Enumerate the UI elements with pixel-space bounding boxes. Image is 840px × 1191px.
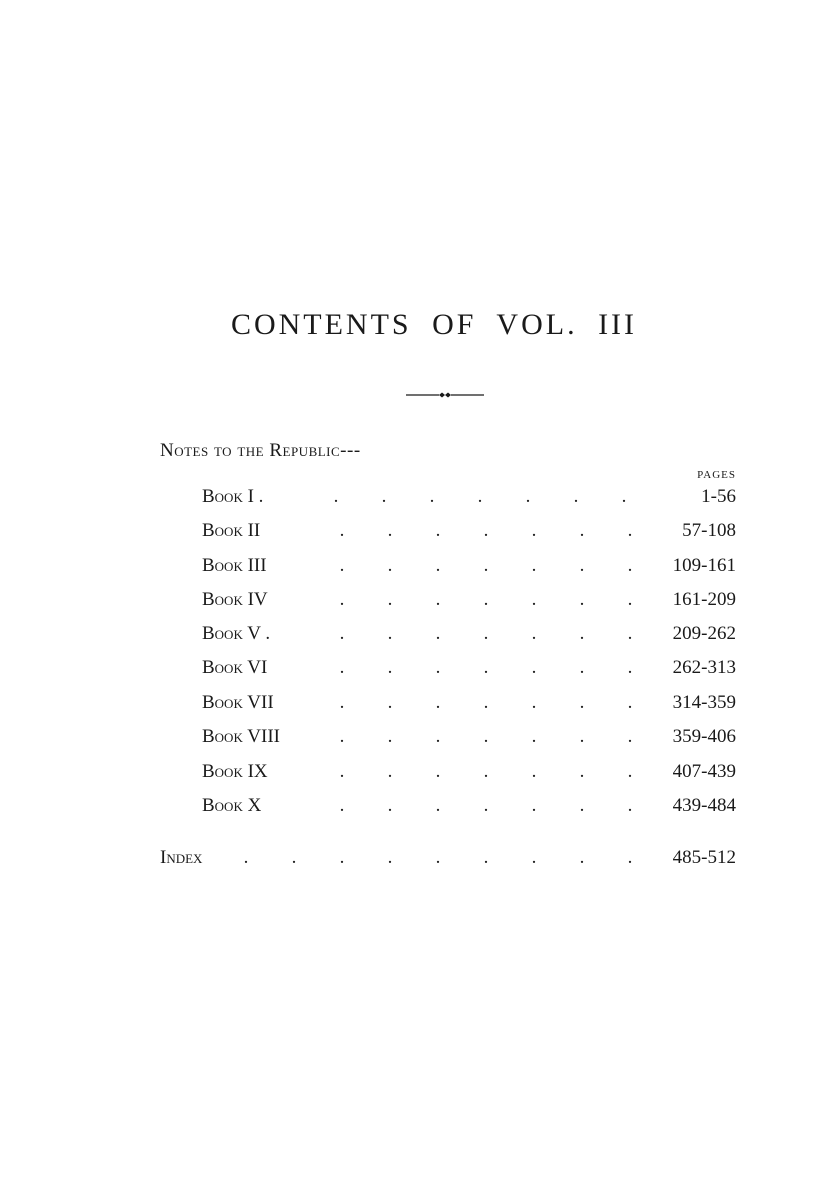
book-label: Book	[202, 520, 243, 541]
leader-dots: . . . . . . .	[333, 486, 627, 507]
book-label: Book	[202, 657, 243, 678]
page-range: 57-108	[682, 520, 736, 541]
toc-entry-book-9[interactable]	[202, 761, 736, 795]
book-label: Book	[202, 555, 243, 576]
leader-dots: . . . . . . .	[339, 795, 633, 816]
toc-entry-book-6[interactable]	[202, 657, 736, 691]
page-range: 439-484	[672, 795, 736, 816]
toc-entry-book-7[interactable]	[202, 692, 736, 726]
book-label: Book	[202, 589, 243, 610]
pages-column-label: PAGES	[697, 469, 736, 481]
book-label: Book	[202, 795, 243, 816]
book-numeral: VI	[247, 657, 268, 678]
book-numeral: IV	[247, 589, 268, 610]
page-range: 359-406	[672, 726, 736, 747]
page-range: 262-313	[672, 657, 736, 678]
book-numeral: V .	[247, 623, 271, 644]
book-label: Book	[202, 761, 243, 782]
book-numeral: IX	[247, 761, 268, 782]
leader-dots: . . . . . . .	[339, 692, 633, 713]
leader-dots: . . . . . . .	[339, 589, 633, 610]
book-label: Book	[202, 623, 243, 644]
section-heading: Notes to the Republic---	[160, 440, 361, 461]
book-numeral: VIII	[247, 726, 280, 747]
toc-entry-book-1[interactable]	[202, 486, 736, 520]
index-label: Index	[160, 847, 203, 868]
book-numeral: II	[247, 520, 261, 541]
page-range: 161-209	[672, 589, 736, 610]
book-numeral: I .	[247, 486, 264, 507]
book-label: Book	[202, 486, 243, 507]
page-title: CONTENTS OF VOL. III	[230, 308, 638, 341]
page-range: 407-439	[672, 761, 736, 782]
book-numeral: X	[247, 795, 262, 816]
page-range: 485-512	[672, 847, 736, 868]
leader-dots: . . . . . . .	[339, 726, 633, 747]
leader-dots: . . . . . . .	[339, 761, 633, 782]
book-numeral: VII	[247, 692, 274, 713]
leader-dots: . . . . . . .	[339, 657, 633, 678]
page-range: 209-262	[672, 623, 736, 644]
book-label: Book	[202, 692, 243, 713]
toc-entry-book-10[interactable]	[202, 795, 736, 829]
leader-dots: . . . . . . .	[339, 555, 633, 576]
leader-dots: . . . . . . . . .	[243, 847, 633, 868]
toc-entry-book-3[interactable]	[202, 555, 736, 589]
toc-entry-index[interactable]	[160, 847, 736, 881]
leader-dots: . . . . . . .	[339, 520, 633, 541]
toc-entry-book-2[interactable]	[202, 520, 736, 554]
toc-entry-book-5[interactable]	[202, 623, 736, 657]
page-range: 109-161	[672, 555, 736, 576]
ornament-divider-icon	[406, 391, 484, 399]
book-numeral: III	[247, 555, 267, 576]
toc-entry-book-8[interactable]	[202, 726, 736, 760]
page-range: 1-56	[701, 486, 736, 507]
leader-dots: . . . . . . .	[339, 623, 633, 644]
page-range: 314-359	[672, 692, 736, 713]
book-label: Book	[202, 726, 243, 747]
toc-entry-book-4[interactable]	[202, 589, 736, 623]
